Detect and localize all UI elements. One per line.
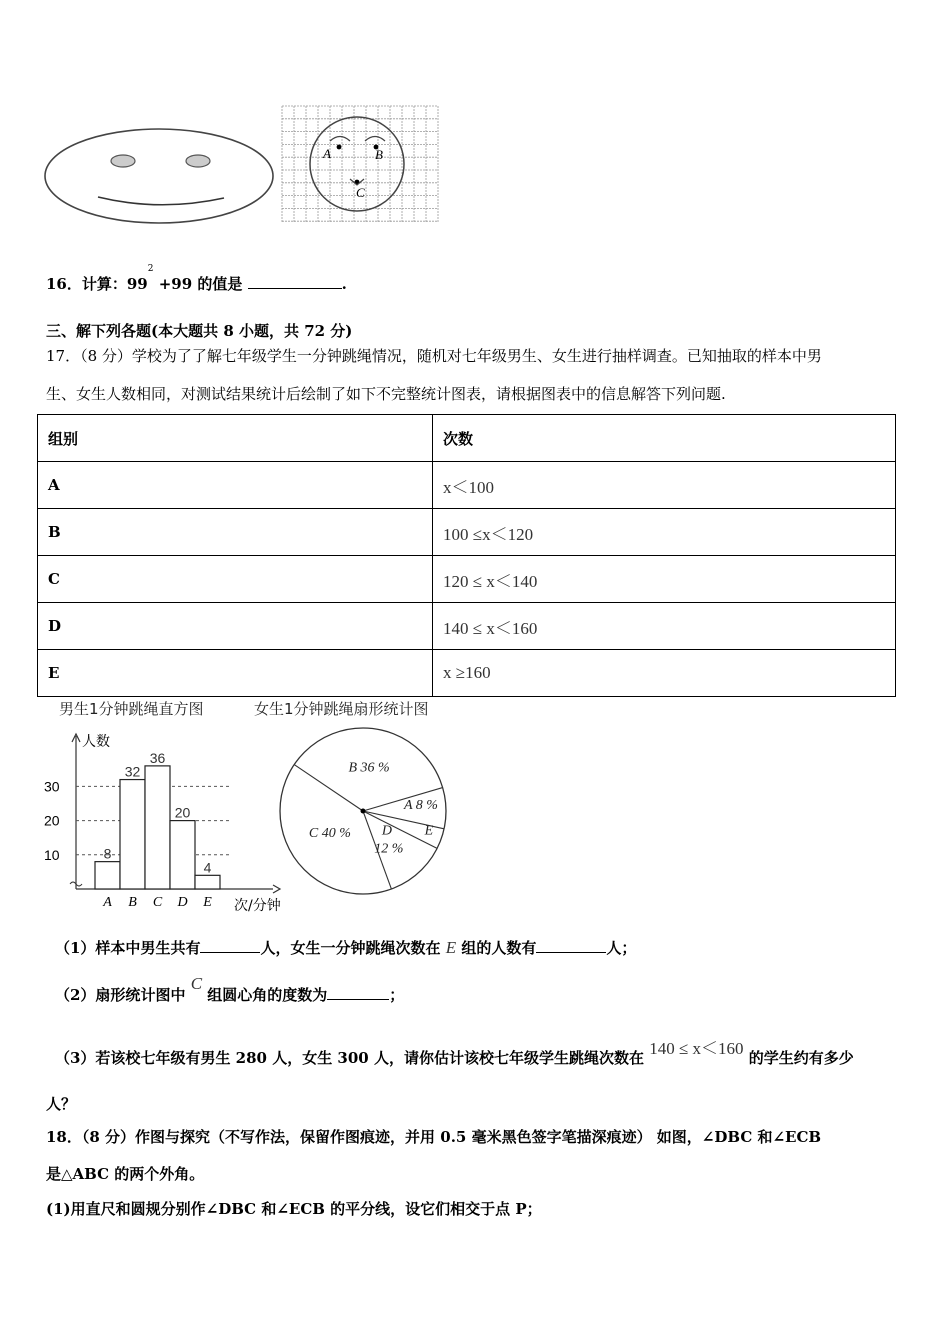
range-cell: 100 ≤x＜120 [433, 509, 896, 556]
bar-A [95, 862, 120, 889]
smiley-ellipse-figure [40, 120, 280, 230]
x-axis-label: 次/分钟 [234, 898, 281, 914]
mouth-curve [98, 197, 224, 205]
boys-histogram [40, 724, 300, 918]
x-tick-label: A [103, 895, 112, 910]
face-ellipse [45, 129, 273, 223]
grid-lines [282, 106, 438, 222]
q16-suffix: +99 的值是 [158, 275, 243, 293]
q18-line-2: 是△ABC 的两个外角。 [46, 1165, 205, 1183]
left-eye [111, 155, 135, 167]
bar-C [145, 766, 170, 889]
q17-sub1 [55, 937, 636, 958]
group-cell: D [38, 603, 433, 650]
q17-sub2 [55, 974, 405, 1005]
q16-end: . [341, 275, 347, 293]
q18-line-3: (1)用直尺和圆规分别作∠DBC 和∠ECB 的平分线，设它们相交于点 P； [46, 1200, 542, 1218]
sub3-text-b: 的学生约有多少 [748, 1049, 854, 1067]
group-cell: C [38, 556, 433, 603]
sub3-text-a: （3）若该校七年级有男生 280 人，女生 300 人，请你估计该校七年级学生跳绳次数在 [55, 1049, 644, 1067]
bar-B [120, 780, 145, 889]
group-cell: E [38, 650, 433, 697]
bar-value-label: 20 [174, 804, 191, 821]
q17-line-1: 17．（8 分）学校为了了解七年级学生一分钟跳绳情况，随机对七年级男生、女生进行抽样调查。已知抽取的样本中男 [46, 347, 822, 365]
point-a-label: A [323, 146, 331, 161]
section-3-title: 三、解下列各题(本大题共 8 小题，共 72 分) [46, 322, 353, 340]
sub1-blank-2[interactable] [536, 938, 606, 953]
sub2-text-b: 组圆心角的度数为 [207, 986, 328, 1004]
table-row [38, 462, 896, 509]
bar-chart-title: 男生1分钟跳绳直方图 [59, 700, 204, 718]
bar-value-label: 8 [103, 845, 112, 862]
table-row [38, 556, 896, 603]
slice-label-D: D [381, 823, 392, 839]
bar-D [170, 821, 195, 889]
q18-line-1: 18．（8 分）作图与探究（不写作法，保留作图痕迹，并用 0.5 毫米黑色签字笔描深痕迹） 如图，∠DBC 和∠ECB [46, 1128, 822, 1146]
q16-answer-blank[interactable] [248, 274, 342, 289]
x-tick-label: B [128, 895, 137, 910]
table-header-row [38, 415, 896, 462]
sub3-text-c: 人？ [46, 1095, 77, 1113]
group-cell: A [38, 462, 433, 509]
sub1-text-d: 人； [606, 939, 637, 957]
right-eye [186, 155, 210, 167]
sub2-text-a: （2）扇形统计图中 [55, 986, 186, 1004]
group-range-table [37, 414, 896, 697]
q17-line-2: 生、女生人数相同，对测试结果统计后绘制了如下不完整统计图表，请根据图表中的信息解答下列问题. [46, 385, 726, 403]
y-axis-label: 人数 [82, 734, 110, 750]
bar-value-label: 36 [149, 749, 166, 766]
sub1-text-b: 人，女生一分钟跳绳次数在 [260, 939, 441, 957]
bar-value-label: 32 [124, 763, 141, 780]
slice-label-C: C 40 % [308, 825, 351, 841]
sub1-var-e: E [445, 938, 457, 957]
sub1-text-c: 组的人数有 [461, 939, 537, 957]
pie-chart-title: 女生1分钟跳绳扇形统计图 [254, 700, 429, 718]
sub1-blank-1[interactable] [200, 938, 260, 953]
y-tick-label: 20 [44, 812, 60, 829]
x-tick-label: D [177, 895, 188, 910]
table-row [38, 650, 896, 697]
header-count: 次数 [433, 415, 896, 462]
range-cell: 120 ≤ x＜140 [433, 556, 896, 603]
grid-face-figure [278, 104, 440, 224]
range-cell: x ≥160 [433, 650, 896, 697]
pie-center [361, 809, 366, 814]
table-row [38, 603, 896, 650]
group-cell: B [38, 509, 433, 556]
slice-label-A: A 8 % [403, 797, 438, 813]
header-group: 组别 [38, 415, 433, 462]
slice-label-B: B 36 % [348, 760, 390, 776]
point-c-label: C [356, 185, 365, 200]
question-16 [46, 264, 347, 294]
table-row [38, 509, 896, 556]
slice-label-E: E [424, 823, 434, 839]
range-cell: 140 ≤ x＜160 [433, 603, 896, 650]
q17-sub3 [55, 1039, 854, 1068]
q16-superscript: 2 [147, 264, 154, 274]
sub2-text-c: ； [389, 986, 405, 1004]
x-tick-label: C [152, 895, 163, 910]
sub3-range: 140 ≤ x＜160 [649, 1039, 744, 1058]
girls-pie-chart [274, 724, 454, 904]
range-cell: x＜100 [433, 462, 896, 509]
y-tick-label: 10 [44, 846, 60, 863]
sub2-var-c: C [190, 974, 203, 993]
q16-prefix: 16．计算：99 [46, 275, 148, 293]
bar-value-label: 4 [203, 859, 212, 876]
left-brow [330, 137, 350, 142]
sub1-text-a: （1）样本中男生共有 [55, 939, 201, 957]
point-b-label: B [375, 147, 383, 162]
point-a-dot [337, 145, 342, 150]
bar-E [195, 875, 220, 889]
slice-label-D-percent: 12 % [374, 841, 404, 857]
right-brow [365, 137, 385, 142]
y-tick-label: 30 [44, 778, 60, 795]
sub2-blank[interactable] [327, 985, 389, 1000]
x-tick-label: E [203, 895, 212, 910]
